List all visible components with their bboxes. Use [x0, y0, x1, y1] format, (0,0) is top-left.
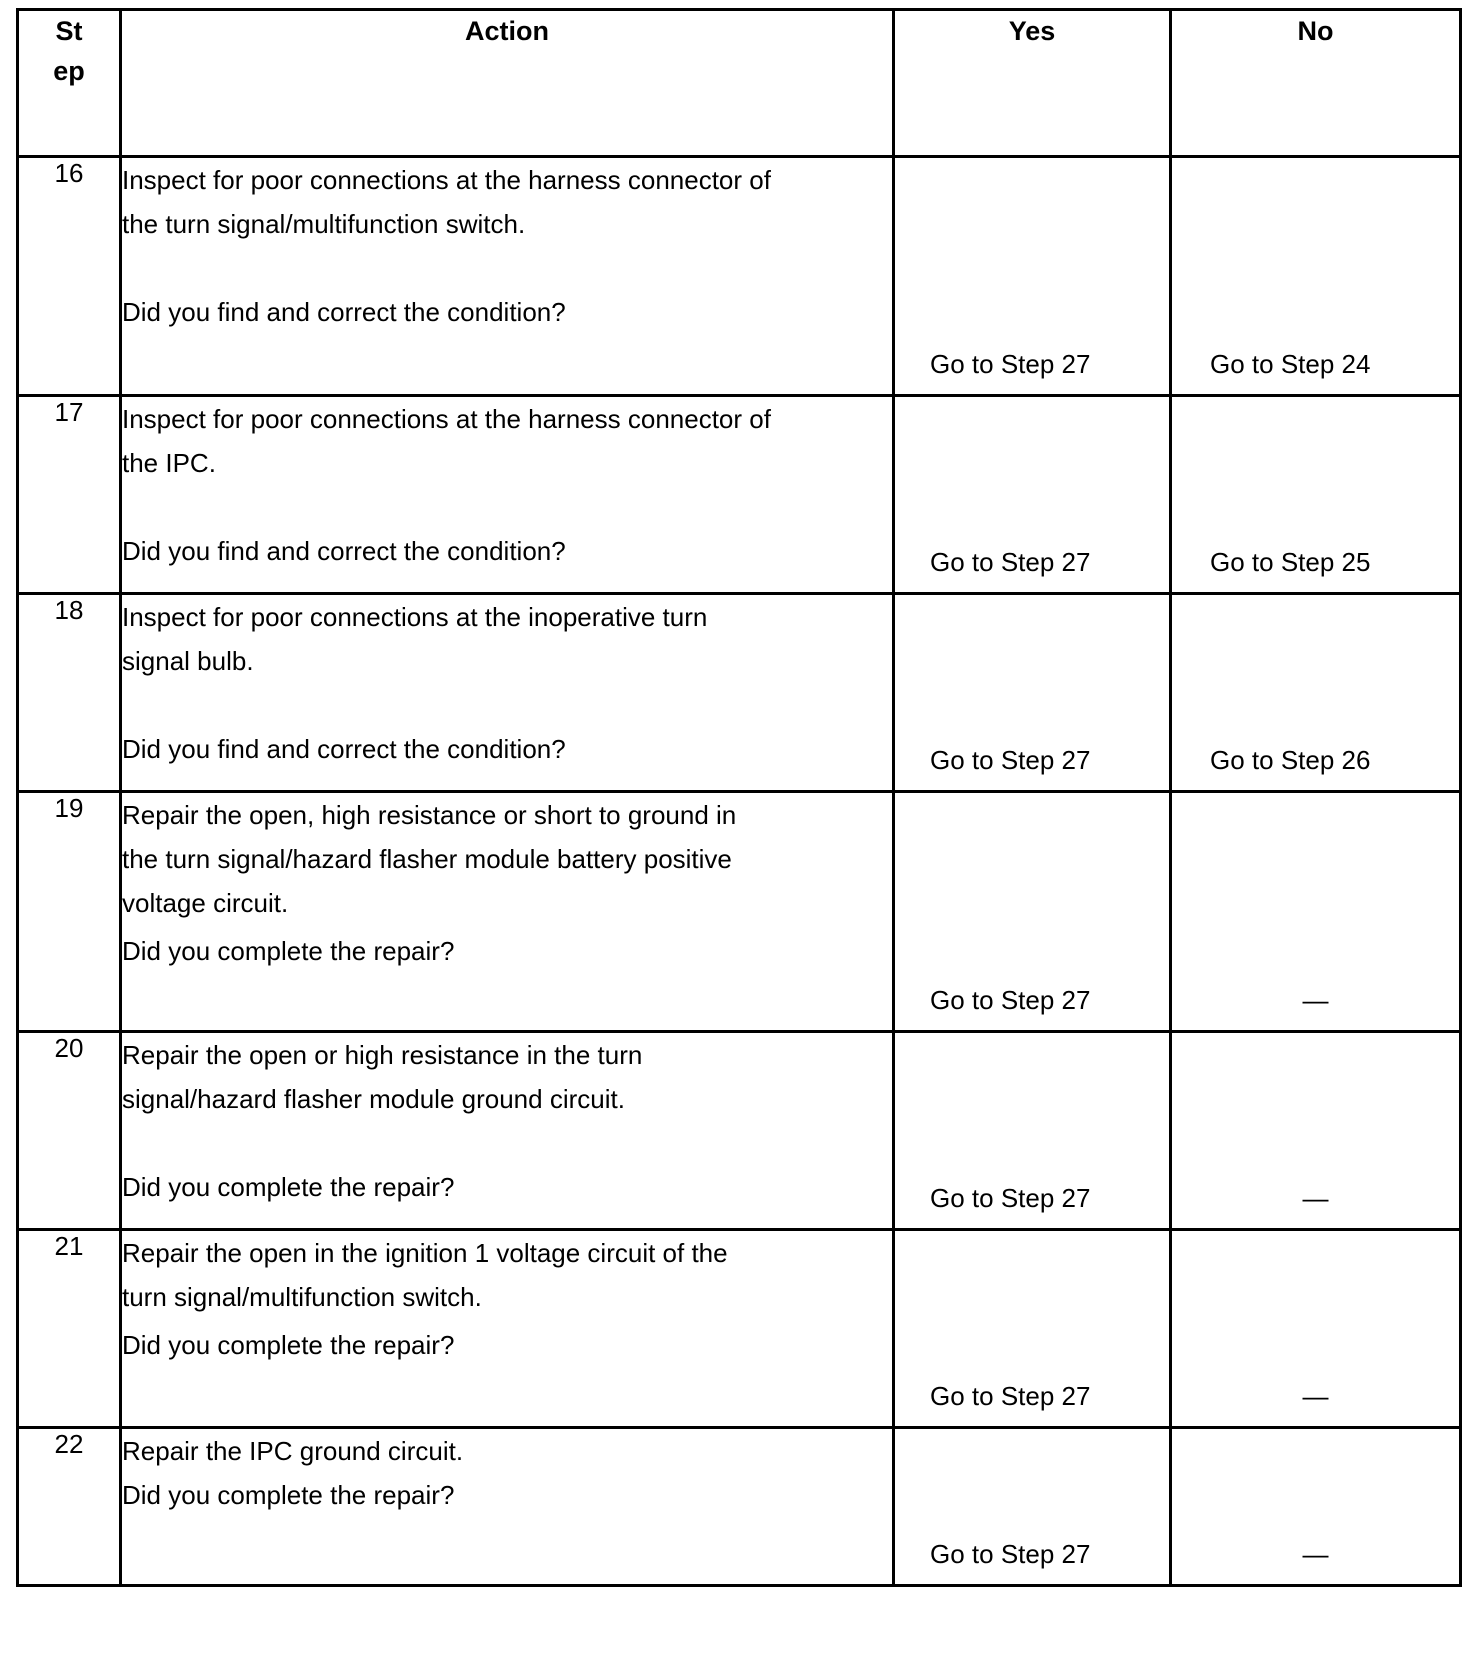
no-cell — [1171, 1230, 1461, 1428]
no-cell — [1171, 1032, 1461, 1230]
step-number: 18 — [18, 594, 121, 792]
yes-cell — [894, 792, 1171, 1032]
table-row — [18, 792, 1461, 1032]
action-question: Did you find and correct the condition? — [122, 536, 566, 566]
action-cell — [121, 396, 894, 594]
yes-cell — [894, 594, 1171, 792]
no-result-dash: — — [1302, 1539, 1329, 1569]
step-number: 17 — [18, 396, 121, 594]
no-cell — [1171, 1428, 1461, 1586]
yes-result: Go to Step 27 — [930, 547, 1091, 577]
action-question: Did you complete the repair? — [122, 936, 455, 966]
action-cell — [121, 1032, 894, 1230]
action-line: Inspect for poor connections at the harness connector of — [122, 404, 771, 434]
no-column-header: No — [1171, 10, 1461, 157]
action-column-header: Action — [121, 10, 894, 157]
action-line: Repair the open, high resistance or short to ground in — [122, 800, 737, 830]
action-line: the turn signal/multifunction switch. — [122, 209, 526, 239]
action-question: Did you complete the repair? — [122, 1330, 455, 1360]
table-row — [18, 157, 1461, 396]
table-row — [18, 1032, 1461, 1230]
action-line: turn signal/multifunction switch. — [122, 1282, 482, 1312]
step-number: 22 — [18, 1428, 121, 1586]
action-cell — [121, 1428, 894, 1586]
action-line: signal/hazard flasher module ground circuit. — [122, 1084, 625, 1114]
no-result: Go to Step 26 — [1210, 745, 1371, 775]
action-line: voltage circuit. — [122, 888, 289, 918]
yes-cell — [894, 1230, 1171, 1428]
table-row — [18, 1428, 1461, 1586]
yes-result: Go to Step 27 — [930, 985, 1091, 1015]
yes-result: Go to Step 27 — [930, 1381, 1091, 1411]
step-number: 16 — [18, 157, 121, 396]
yes-result: Go to Step 27 — [930, 1183, 1091, 1213]
step-number: 21 — [18, 1230, 121, 1428]
yes-cell — [894, 1032, 1171, 1230]
table-row — [18, 1230, 1461, 1428]
action-cell — [121, 157, 894, 396]
no-cell — [1171, 594, 1461, 792]
no-cell — [1171, 792, 1461, 1032]
action-line: signal bulb. — [122, 646, 254, 676]
no-result-dash: — — [1302, 1381, 1329, 1411]
action-cell — [121, 594, 894, 792]
action-line: Repair the open in the ignition 1 voltage circuit of the — [122, 1238, 728, 1268]
table-row — [18, 594, 1461, 792]
no-result: Go to Step 25 — [1210, 547, 1371, 577]
action-question: Did you complete the repair? — [122, 1172, 455, 1202]
step-number: 19 — [18, 792, 121, 1032]
no-cell — [1171, 157, 1461, 396]
yes-cell — [894, 396, 1171, 594]
yes-cell — [894, 1428, 1171, 1586]
yes-result: Go to Step 27 — [930, 745, 1091, 775]
yes-column-header: Yes — [894, 10, 1171, 157]
step-column-header: St ep — [18, 10, 121, 157]
action-cell — [121, 1230, 894, 1428]
header-row — [18, 10, 1461, 157]
action-question: Did you complete the repair? — [122, 1480, 455, 1510]
table-row — [18, 396, 1461, 594]
action-line: the turn signal/hazard flasher module battery positive — [122, 844, 732, 874]
yes-cell — [894, 157, 1171, 396]
action-question: Did you find and correct the condition? — [122, 734, 566, 764]
action-line: Inspect for poor connections at the inoperative turn — [122, 602, 708, 632]
action-cell — [121, 792, 894, 1032]
no-result: Go to Step 24 — [1210, 349, 1371, 379]
step-number: 20 — [18, 1032, 121, 1230]
no-result-dash: — — [1302, 1183, 1329, 1213]
action-line: Repair the IPC ground circuit. — [122, 1436, 464, 1466]
action-line: Repair the open or high resistance in the turn — [122, 1040, 643, 1070]
action-question: Did you find and correct the condition? — [122, 297, 566, 327]
action-line: the IPC. — [122, 448, 216, 478]
yes-result: Go to Step 27 — [930, 349, 1091, 379]
action-line: Inspect for poor connections at the harness connector of — [122, 165, 771, 195]
yes-result: Go to Step 27 — [930, 1539, 1091, 1569]
diagnostic-table — [16, 8, 1462, 1587]
no-cell — [1171, 396, 1461, 594]
no-result-dash: — — [1302, 985, 1329, 1015]
